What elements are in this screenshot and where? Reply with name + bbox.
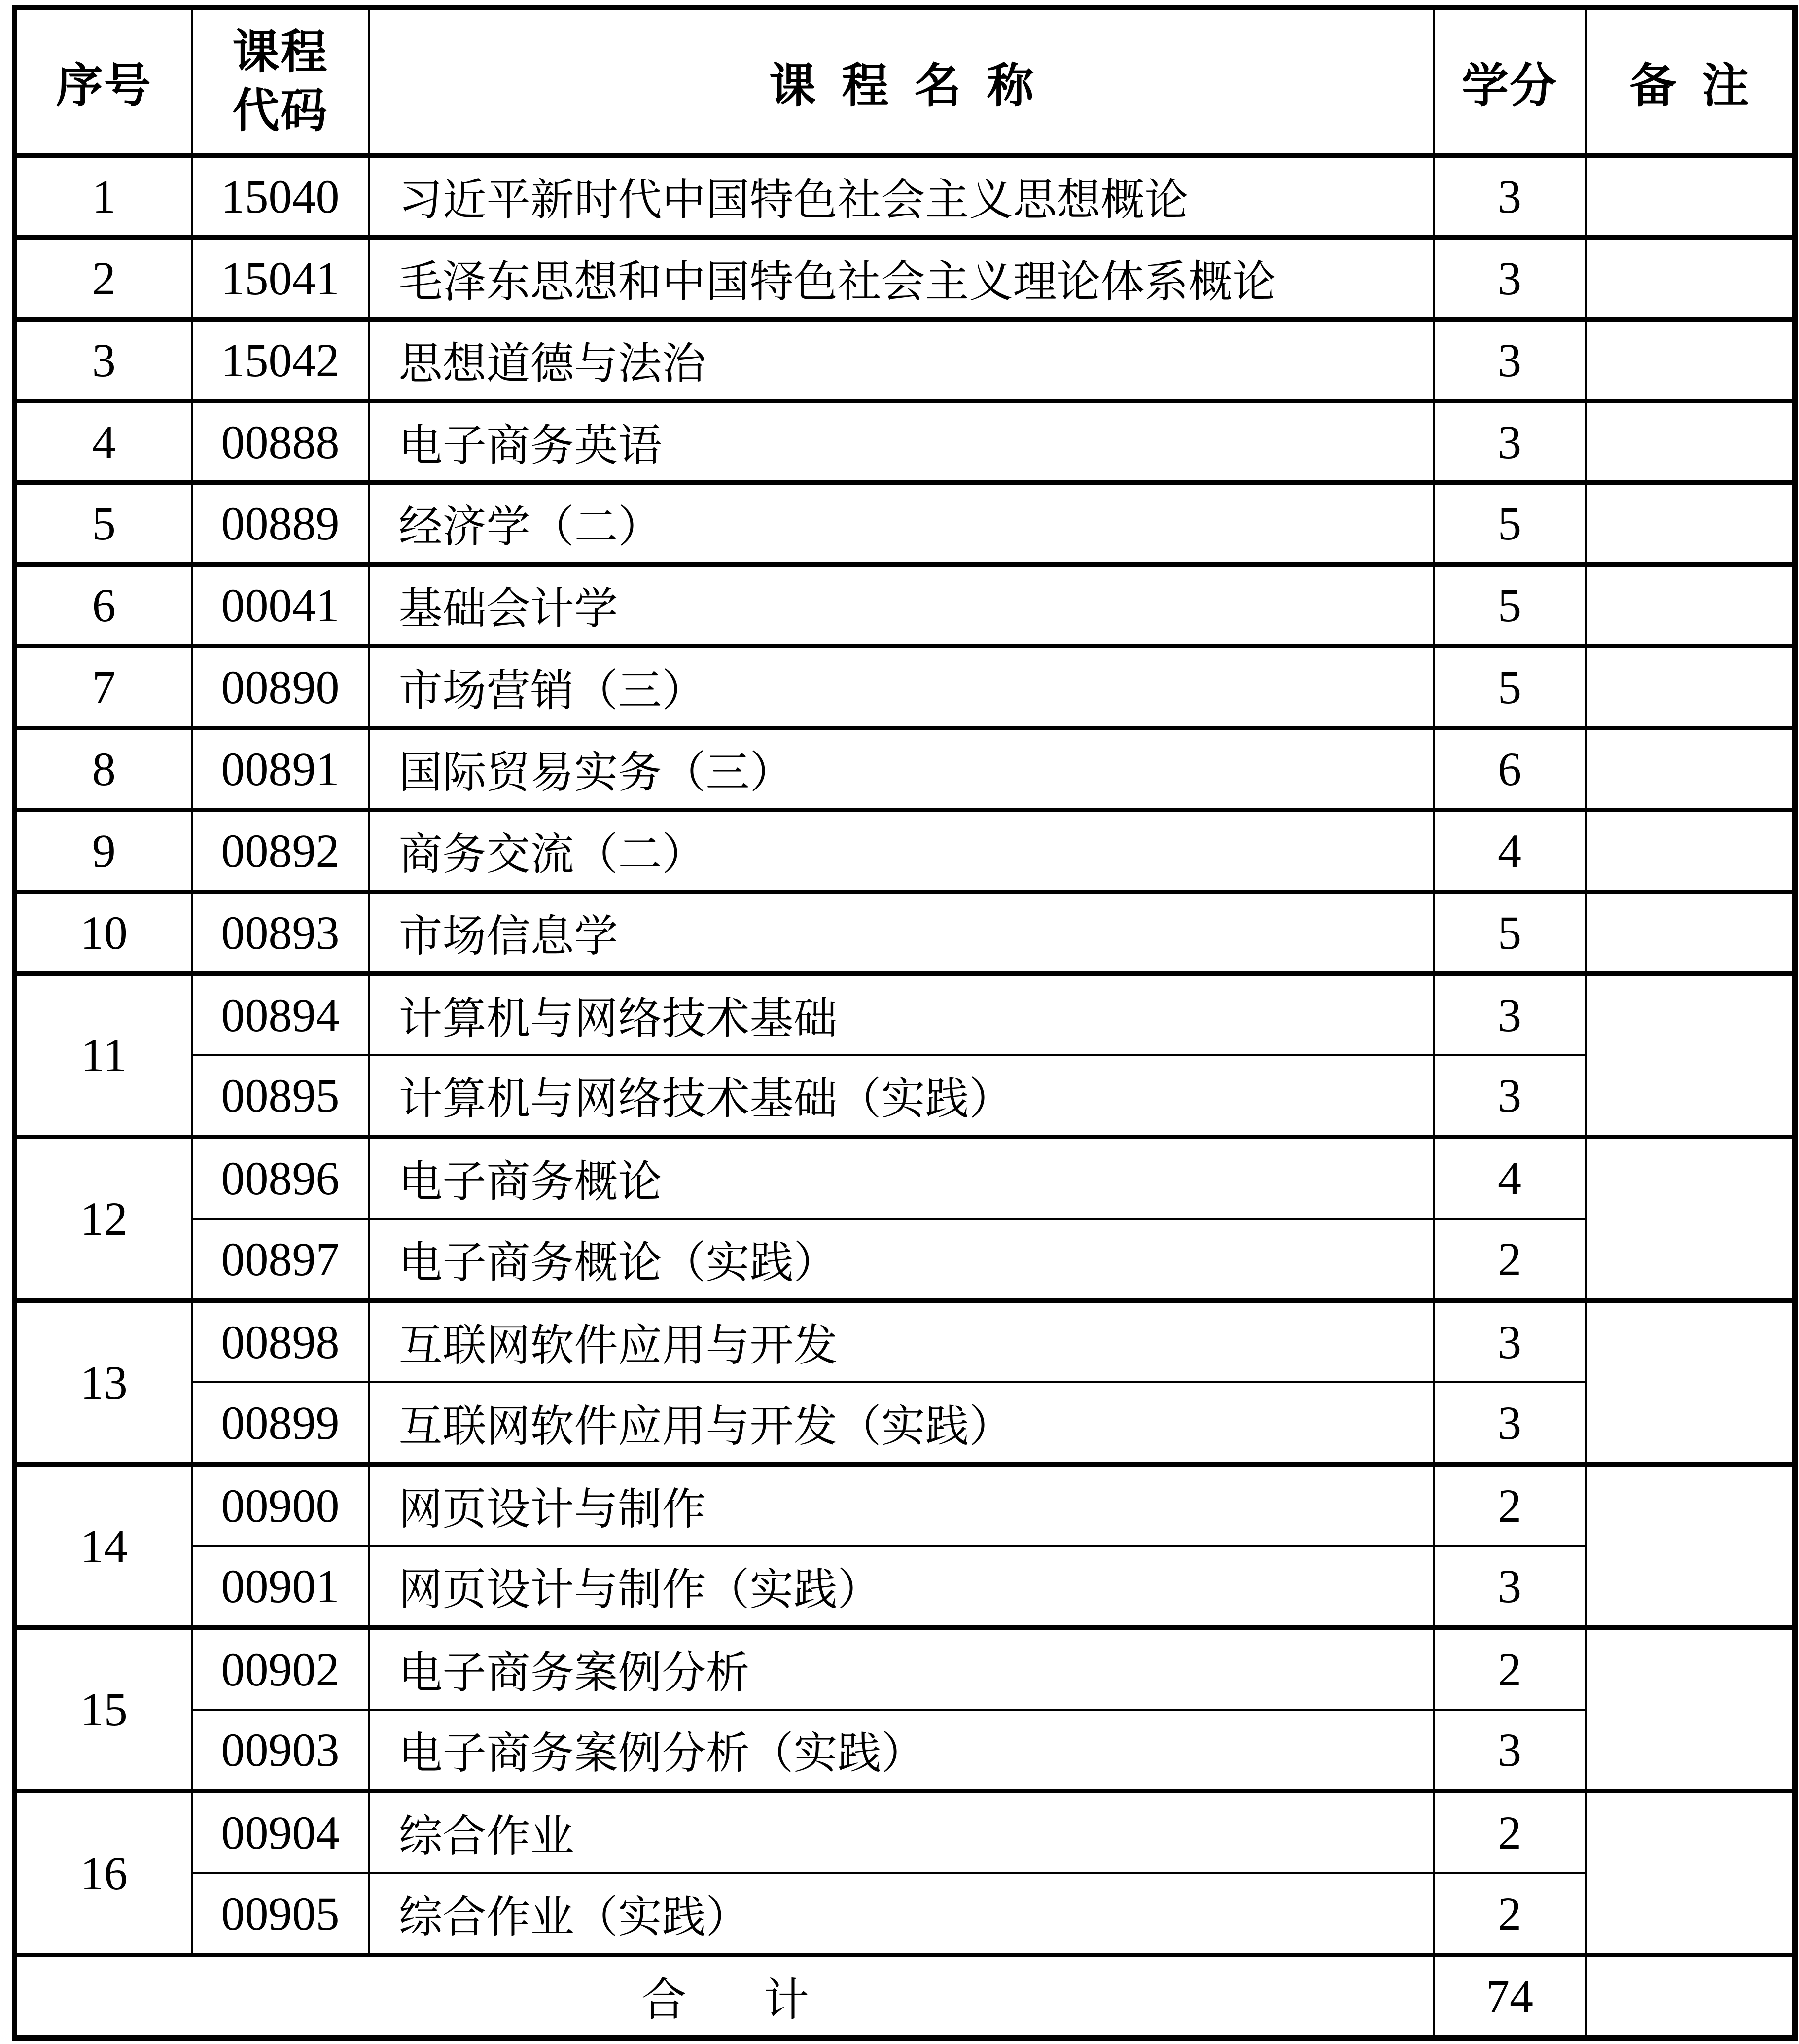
col-header-remarks-label: 备注: [1629, 60, 1775, 112]
remarks-cell: [1586, 1137, 1795, 1301]
course-code: 00890: [192, 646, 369, 728]
table-header: [15, 8, 1795, 156]
course-name: 思想道德与法治: [369, 319, 1434, 401]
table-row: [15, 728, 1795, 810]
course-code: 00891: [192, 728, 369, 810]
table-row: [15, 973, 1795, 1055]
total-remarks-cell: [1586, 1955, 1795, 2038]
table-row: [15, 810, 1795, 892]
course-name: 电子商务案例分析: [369, 1628, 1434, 1710]
row-index: 8: [15, 728, 192, 810]
header-row: [15, 8, 1795, 156]
remarks-cell: [1586, 810, 1795, 892]
table-footer: [15, 1955, 1795, 2038]
course-credits: 2: [1434, 1792, 1586, 1873]
total-credits: 74: [1434, 1955, 1586, 2038]
course-name: 基础会计学: [369, 565, 1434, 646]
course-code: 15042: [192, 319, 369, 401]
remarks-cell: [1586, 319, 1795, 401]
course-code: 00893: [192, 892, 369, 973]
col-header-code-label: 课程代码: [232, 26, 328, 137]
table-row: [15, 1873, 1795, 1955]
row-index: 9: [15, 810, 192, 892]
course-name: 电子商务概论（实践）: [369, 1219, 1434, 1301]
course-code: 00894: [192, 973, 369, 1055]
remarks-cell: [1586, 565, 1795, 646]
course-name: 互联网软件应用与开发: [369, 1301, 1434, 1383]
course-credits: 3: [1434, 156, 1586, 238]
row-index: 15: [15, 1628, 192, 1792]
row-index: 16: [15, 1792, 192, 1955]
row-index: 4: [15, 401, 192, 483]
course-code: 00889: [192, 483, 369, 565]
col-header-name: [369, 8, 1434, 156]
course-code: 00899: [192, 1382, 369, 1464]
table-row: [15, 565, 1795, 646]
table-row: [15, 1382, 1795, 1464]
table-row: [15, 483, 1795, 565]
table-row: [15, 1710, 1795, 1792]
table-row: [15, 237, 1795, 319]
course-credits: 2: [1434, 1628, 1586, 1710]
row-index: 6: [15, 565, 192, 646]
total-label: 合计: [641, 1975, 886, 2025]
row-index: 1: [15, 156, 192, 238]
table-row: [15, 156, 1795, 238]
course-credits: 3: [1434, 1301, 1586, 1383]
course-code: 00895: [192, 1055, 369, 1137]
course-code: 15040: [192, 156, 369, 238]
course-name: 计算机与网络技术基础（实践）: [369, 1055, 1434, 1137]
remarks-cell: [1586, 401, 1795, 483]
course-name: 经济学（二）: [369, 483, 1434, 565]
course-code: 00896: [192, 1137, 369, 1219]
table-row: [15, 1546, 1795, 1628]
table-row: [15, 1301, 1795, 1383]
course-code: 00905: [192, 1873, 369, 1955]
remarks-cell: [1586, 483, 1795, 565]
col-header-credits: [1434, 8, 1586, 156]
col-header-credits-label: 学分: [1461, 60, 1557, 112]
table-row: [15, 1055, 1795, 1137]
row-index: 7: [15, 646, 192, 728]
course-credits: 3: [1434, 319, 1586, 401]
row-index: 3: [15, 319, 192, 401]
row-index: 14: [15, 1464, 192, 1628]
remarks-cell: [1586, 237, 1795, 319]
course-code: 00900: [192, 1464, 369, 1546]
course-credits: 3: [1434, 1055, 1586, 1137]
course-credits: 5: [1434, 892, 1586, 973]
table-row: [15, 401, 1795, 483]
course-credits: 3: [1434, 973, 1586, 1055]
row-index: 5: [15, 483, 192, 565]
remarks-cell: [1586, 1464, 1795, 1628]
course-name: 市场信息学: [369, 892, 1434, 973]
course-credits: 2: [1434, 1219, 1586, 1301]
remarks-cell: [1586, 156, 1795, 238]
course-credits: 2: [1434, 1873, 1586, 1955]
col-header-remarks: [1586, 8, 1795, 156]
course-credits: 3: [1434, 237, 1586, 319]
course-credits: 3: [1434, 1710, 1586, 1792]
col-header-index: [15, 8, 192, 156]
course-credits: 4: [1434, 810, 1586, 892]
course-credits: 4: [1434, 1137, 1586, 1219]
table-row: [15, 892, 1795, 973]
course-code: 15041: [192, 237, 369, 319]
course-name: 综合作业: [369, 1792, 1434, 1873]
course-table-body: [15, 156, 1795, 1955]
table-row: [15, 1792, 1795, 1873]
col-header-name-label: 课程名称: [769, 60, 1060, 112]
course-name: 国际贸易实务（三）: [369, 728, 1434, 810]
remarks-cell: [1586, 1301, 1795, 1465]
course-code: 00888: [192, 401, 369, 483]
course-name: 毛泽东思想和中国特色社会主义理论体系概论: [369, 237, 1434, 319]
course-name: 计算机与网络技术基础: [369, 973, 1434, 1055]
course-code: 00901: [192, 1546, 369, 1628]
course-code: 00898: [192, 1301, 369, 1383]
table-row: [15, 1628, 1795, 1710]
table-row: [15, 1137, 1795, 1219]
remarks-cell: [1586, 892, 1795, 973]
table-row: [15, 1219, 1795, 1301]
total-label-cell: [15, 1955, 1434, 2038]
course-name: 网页设计与制作: [369, 1464, 1434, 1546]
course-credits: 6: [1434, 728, 1586, 810]
row-index: 10: [15, 892, 192, 973]
course-code: 00897: [192, 1219, 369, 1301]
remarks-cell: [1586, 646, 1795, 728]
course-plan-table: [12, 5, 1798, 2041]
row-index: 13: [15, 1301, 192, 1465]
col-header-code: [192, 8, 369, 156]
course-name: 市场营销（三）: [369, 646, 1434, 728]
course-credits: 3: [1434, 1546, 1586, 1628]
course-code: 00041: [192, 565, 369, 646]
remarks-cell: [1586, 973, 1795, 1137]
row-index: 2: [15, 237, 192, 319]
course-name: 电子商务案例分析（实践）: [369, 1710, 1434, 1792]
remarks-cell: [1586, 728, 1795, 810]
course-code: 00892: [192, 810, 369, 892]
remarks-cell: [1586, 1792, 1795, 1955]
row-index: 11: [15, 973, 192, 1137]
course-name: 互联网软件应用与开发（实践）: [369, 1382, 1434, 1464]
course-name: 电子商务英语: [369, 401, 1434, 483]
course-credits: 5: [1434, 646, 1586, 728]
col-header-index-label: 序号: [56, 60, 152, 112]
course-code: 00902: [192, 1628, 369, 1710]
table-row: [15, 319, 1795, 401]
course-credits: 5: [1434, 565, 1586, 646]
course-name: 习近平新时代中国特色社会主义思想概论: [369, 156, 1434, 238]
course-name: 电子商务概论: [369, 1137, 1434, 1219]
course-credits: 3: [1434, 401, 1586, 483]
table-row: [15, 646, 1795, 728]
course-credits: 5: [1434, 483, 1586, 565]
course-credits: 2: [1434, 1464, 1586, 1546]
course-name: 网页设计与制作（实践）: [369, 1546, 1434, 1628]
course-code: 00903: [192, 1710, 369, 1792]
course-credits: 3: [1434, 1382, 1586, 1464]
table-row: [15, 1464, 1795, 1546]
course-name: 综合作业（实践）: [369, 1873, 1434, 1955]
row-index: 12: [15, 1137, 192, 1301]
total-row: [15, 1955, 1795, 2038]
remarks-cell: [1586, 1628, 1795, 1792]
course-name: 商务交流（二）: [369, 810, 1434, 892]
course-code: 00904: [192, 1792, 369, 1873]
